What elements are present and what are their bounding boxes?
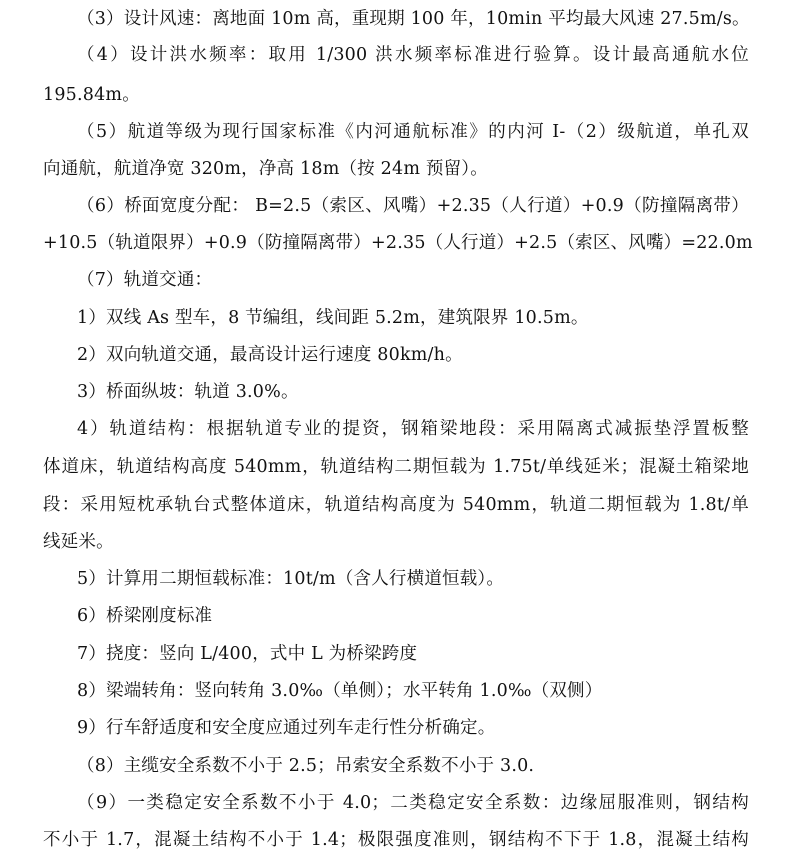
text-line: 线延米。 <box>43 532 114 552</box>
text-line: （7）轨道交通： <box>77 270 213 290</box>
text-line: 1）双线 As 型车，8 节编组，线间距 5.2m，建筑限界 10.5m。 <box>77 308 589 328</box>
text-line: （5）航道等级为现行国家标准《内河通航标准》的内河 I-（2）级航道，单孔双 <box>77 122 749 142</box>
text-line: 体道床，轨道结构高度 540mm，轨道结构二期恒载为 1.75t/单线延米；混凝土箱梁地 <box>43 457 749 477</box>
text-line: （4）设计洪水频率：取用 1/300 洪水频率标准进行验算。设计最高通航水位 <box>77 45 749 65</box>
text-line: （8）主缆安全系数不小于 2.5；吊索安全系数不小于 3.0. <box>77 756 535 776</box>
text-line: 2）双向轨道交通，最高设计运行速度 80km/h。 <box>77 345 463 365</box>
text-line: 4）轨道结构：根据轨道专业的提资，钢箱梁地段：采用隔离式减振垫浮置板整 <box>77 419 749 439</box>
text-line: 195.84m。 <box>43 85 140 105</box>
text-line: （6）桥面宽度分配： B=2.5（索区、风嘴）+2.35（人行道）+0.9（防撞隔离带） <box>77 196 749 216</box>
text-line: 段：采用短枕承轨台式整体道床，轨道结构高度为 540mm，轨道二期恒载为 1.8t/单 <box>43 495 749 515</box>
text-line: （3）设计风速：离地面 10m 高，重现期 100 年，10min 平均最大风速 27.5m/s。 <box>77 9 750 29</box>
text-line: （9）一类稳定安全系数不小于 4.0；二类稳定安全系数：边缘屈服准则，钢结构 <box>77 793 749 813</box>
text-line: +10.5（轨道限界）+0.9（防撞隔离带）+2.35（人行道）+2.5（索区、风嘴）=22.0m <box>43 233 753 253</box>
text-line: 不小于 1.7，混凝土结构不小于 1.4；极限强度准则，钢结构不下于 1.8，混凝土结构 <box>43 830 749 850</box>
text-line: 7）挠度：竖向 L/400，式中 L 为桥梁跨度 <box>77 644 418 664</box>
text-line: 8）梁端转角：竖向转角 3.0‰（单侧）；水平转角 1.0‰（双侧） <box>77 681 603 701</box>
text-line: 9）行车舒适度和安全度应通过列车走行性分析确定。 <box>77 718 496 738</box>
text-line: 6）桥梁刚度标准 <box>77 606 213 626</box>
text-line: 向通航，航道净宽 320m，净高 18m（按 24m 预留）。 <box>43 159 488 179</box>
text-line: 3）桥面纵坡：轨道 3.0%。 <box>77 382 299 402</box>
text-line: 5）计算用二期恒载标准：10t/m（含人行横道恒载）。 <box>77 569 505 589</box>
